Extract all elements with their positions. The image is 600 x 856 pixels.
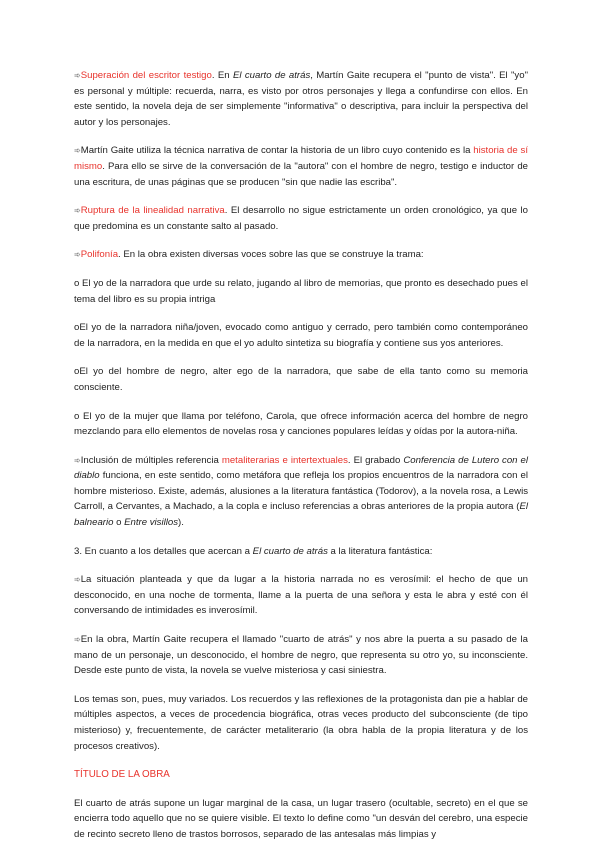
text-span: En la obra, Martín Gaite recupera el llamado "cuarto de atrás" y nos abre la puerta a su pasado de la mano de un personaje, un desconocido, el hombre de negro, que representa su otro yo, su inconsciente. Desde este punto de vista, la novela se vuelve misteriosa y casi siniestra. (74, 634, 528, 677)
term-ruptura: Ruptura de la linealidad narrativa (80, 205, 225, 217)
term-polifonia: Polifonía (80, 249, 119, 261)
arrow-bullet-icon: ➾ (74, 575, 81, 585)
paragraph-ruptura (74, 203, 528, 234)
text-span: o (113, 517, 125, 529)
text-span: . El desarrollo no sigue estrictamente un orden cronológico, ya que lo que predomina es un constante salto al pasado. (74, 205, 528, 232)
text-span: , Martín Gaite recupera el "punto de vista". El "yo" es personal y múltiple: recuerda, narra, es visto por otros personajes y llega a confundirse con ellos. En este sentido, la novela deja de ser simplemente "informativa" o descriptiva, para incluir la perspectiva del autor y los personajes. (74, 70, 528, 128)
work-title: Conferencia de Lutero con el diablo (74, 454, 529, 482)
paragraph-tecnica (74, 143, 528, 190)
term-metaliterarias: metaliterarias e intertextuales (221, 454, 348, 466)
text-span: 3. En cuanto a los detalles que acercan a (74, 545, 253, 557)
term-superacion: Superación del escritor testigo (80, 70, 212, 81)
term-historia: historia de sí mismo (74, 145, 528, 172)
text-span: . Para ello se sirve de la conversación de la "autora" con el hombre de negro, testigo e inductor de una escritura, de unas páginas que se producen "sin que nadie las escriba". (74, 160, 528, 188)
arrow-bullet-icon: ➾ (74, 250, 81, 260)
arrow-bullet-icon: ➾ (74, 206, 81, 216)
text-span: Martín Gaite utiliza la técnica narrativa de contar la historia de un libro cuyo contenido es la (80, 145, 474, 157)
text-span: . En la obra existen diversas voces sobre las que se construye la trama: (118, 249, 424, 261)
paragraph-inclusion (74, 453, 528, 531)
work-title: Entre visillos (124, 517, 179, 529)
text-span: . En (211, 70, 233, 81)
list-item: o El yo de la narradora que urde su relato, jugando al libro de memorias, que pronto es desechado pues el tema del libro es su propia intriga (74, 277, 528, 305)
book-title: El cuarto de atrás (232, 70, 311, 81)
text-span: ). (178, 517, 184, 529)
text-span: funciona, en este sentido, como metáfora que refleja los propios encuentros de la narradora con el hombre misterioso. Existe, además, alusiones a la literatura fantástica (Todorov), a la novela rosa, a Lewis Carroll, a Cervantes, a Machado, a la copla e incluso referencias a obras anteriores de la propia autora ( (74, 470, 528, 513)
arrow-bullet-icon: ➾ (74, 146, 81, 156)
arrow-bullet-icon: ➾ (74, 455, 81, 465)
paragraph-temas: Los temas son, pues, muy variados. Los recuerdos y las reflexiones de la protagonista dan pie a hablar de múltiples aspectos, a veces de procedencia biográfica, otras veces producto del subconsciente (de tipo misterioso) y, frecuentemente, de carácter metaliterario (la obra habla de la propia literatura y de los procesos creativos). (74, 693, 528, 752)
text-span: a la literatura fantástica: (327, 545, 433, 557)
paragraph-polifonia (74, 247, 528, 263)
arrow-bullet-icon: ➾ (74, 71, 81, 80)
text-span: Inclusión de múltiples referencia (80, 454, 222, 466)
document-page (74, 68, 528, 856)
arrow-bullet-icon: ➾ (74, 635, 81, 645)
section-intro (74, 544, 528, 560)
paragraph-situacion (74, 572, 528, 619)
list-item: oEl yo de la narradora niña/joven, evocado como antiguo y cerrado, pero también como contemporáneo de la narradora, en la medida en que el yo adulto sintetiza su biografía y contiene sus yos anteriores. (74, 322, 528, 349)
section-heading: TÍTULO DE LA OBRA (74, 769, 170, 781)
text-span: . El grabado (347, 454, 404, 466)
paragraph-superacion (74, 68, 528, 130)
book-title: El cuarto de atrás (252, 545, 328, 557)
list-item: oEl yo del hombre de negro, alter ego de la narradora, que sabe de ella tanto como su memoria consciente. (74, 366, 528, 393)
paragraph-titulo: El cuarto de atrás supone un lugar marginal de la casa, un lugar trasero (ocultable, secreto) en el que se encierra todo aquello que no se quiere visible. El texto lo define como "un desván del cerebro, una especie de recinto secreto lleno de trastos borrosos, separado de las antesalas más limpias y (74, 797, 528, 840)
text-span: La situación planteada y que da lugar a la historia narrada no es verosímil: el hecho de que un desconocido, en una noche de tormenta, llame a la puerta de una señora y esta le abra y esté con él conversando de intimidades es inverosímil. (74, 574, 528, 617)
paragraph-cuarto (74, 632, 528, 679)
list-item: o El yo de la mujer que llama por teléfono, Carola, que ofrece información acerca del hombre de negro mezclando para ello elementos de novelas rosa y canciones populares leídas y oídas por la autora-niña. (74, 410, 528, 438)
work-title: El balneario (74, 501, 528, 529)
